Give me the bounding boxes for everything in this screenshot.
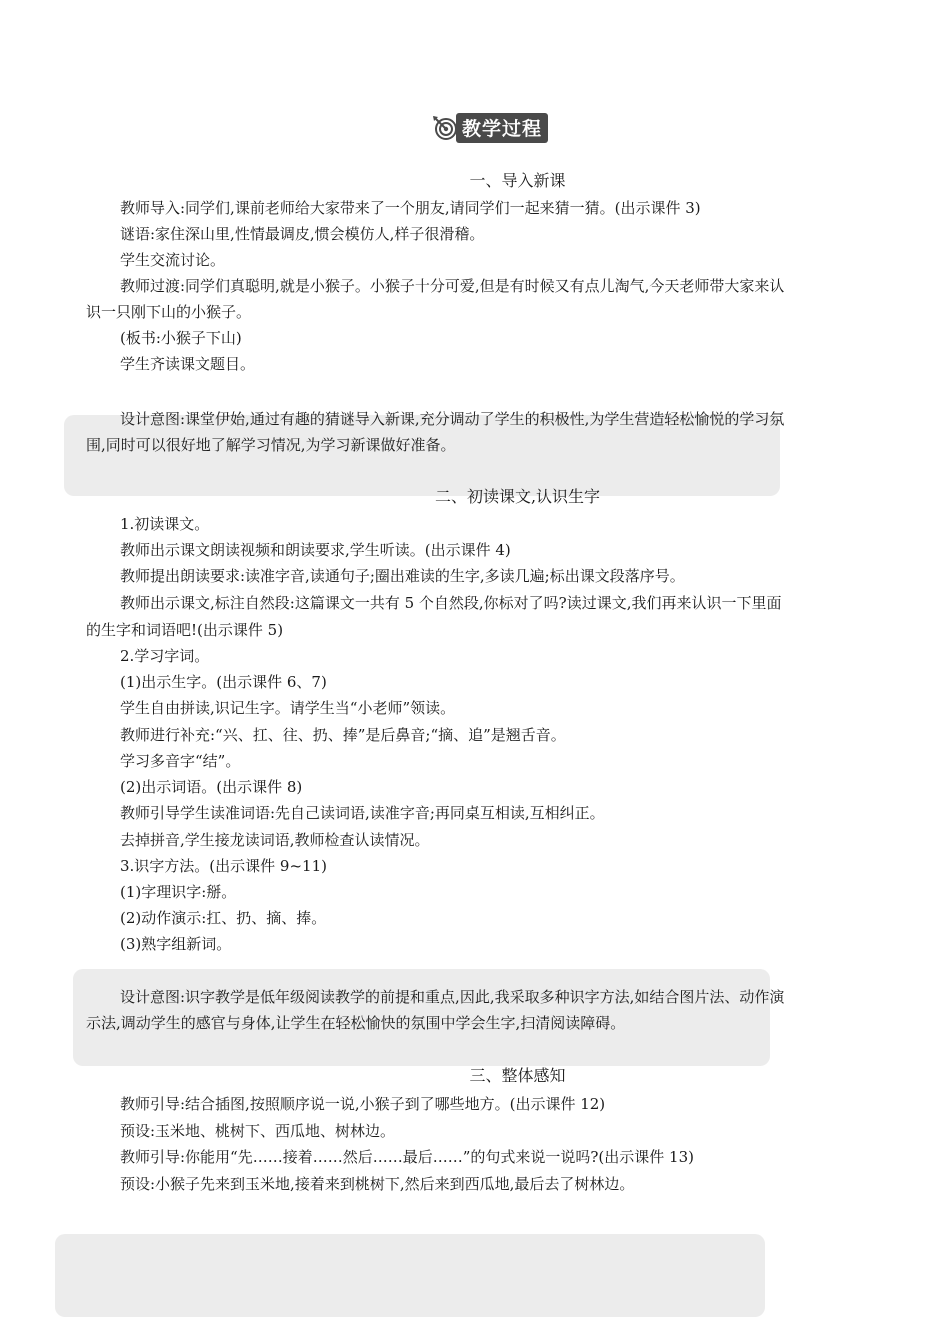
paragraph: 教师引导:结合插图,按照顺序说一说,小猴子到了哪些地方。(出示课件 12) [120, 1095, 606, 1113]
paragraph: 教师引导学生读准词语:先自己读词语,读准字音;再同桌互相读,互相纠正。 [120, 804, 605, 822]
paragraph: 识一只刚下山的小猴子。 [86, 303, 252, 321]
paragraph: 教师过渡:同学们真聪明,就是小猴子。小猴子十分可爱,但是有时候又有点儿淘气,今天老师带大家来认 [120, 277, 785, 295]
paragraph: 学习多音字“结”。 [120, 752, 241, 770]
paragraph: 3.识字方法。(出示课件 9~11) [120, 857, 327, 875]
paragraph: 1.初读课文。 [120, 515, 210, 533]
paragraph: 2.学习字词。 [120, 647, 210, 665]
paragraph: 预设:小猴子先来到玉米地,接着来到桃树下,然后来到西瓜地,最后去了树林边。 [120, 1175, 635, 1193]
paragraph: (2)动作演示:扛、扔、摘、捧。 [120, 909, 327, 927]
paragraph: 教师提出朗读要求:读准字音,读通句子;圈出难读的生字,多读几遍;标出课文段落序号。 [120, 567, 685, 585]
section-header [432, 114, 548, 142]
design-intent: 示法,调动学生的感官与身体,让学生在轻松愉快的氛围中学会生字,扫清阅读障碍。 [86, 1014, 626, 1032]
paragraph: 谜语:家住深山里,性情最调皮,惯会模仿人,样子很滑稽。 [120, 225, 485, 243]
design-intent: 设计意图:课堂伊始,通过有趣的猜谜导入新课,充分调动了学生的积极性,为学生营造轻松愉悦的学习氛 [120, 410, 785, 428]
paragraph: 学生自由拼读,识记生字。请学生当“小老师”领读。 [120, 699, 456, 717]
paragraph: 学生交流讨论。 [120, 251, 226, 269]
paragraph: 教师出示课文,标注自然段:这篇课文一共有 5 个自然段,你标对了吗?读过课文,我们再来认识一下里面 [120, 594, 782, 612]
paragraph: (1)字理识字:掰。 [120, 883, 237, 901]
paragraph: 学生齐读课文题目。 [120, 355, 256, 373]
section3-heading: 三、整体感知 [469, 1066, 566, 1085]
paragraph: 的生字和词语吧!(出示课件 5) [86, 621, 284, 639]
section2-heading: 二、初读课文,认识生字 [434, 487, 601, 506]
design-intent: 设计意图:识字教学是低年级阅读教学的前提和重点,因此,我采取多种识字方法,如结合图片法、动作演 [120, 988, 785, 1006]
target-icon [432, 115, 458, 141]
paragraph: 教师出示课文朗读视频和朗读要求,学生听读。(出示课件 4) [120, 541, 511, 559]
paragraph: (2)出示词语。(出示课件 8) [120, 778, 303, 796]
section1-heading: 一、导入新课 [469, 171, 566, 190]
paragraph: 预设:玉米地、桃树下、西瓜地、树林边。 [120, 1122, 396, 1140]
paragraph: 教师导入:同学们,课前老师给大家带来了一个朋友,请同学们一起来猜一猜。(出示课件 3) [120, 199, 701, 217]
paragraph: (3)熟字组新词。 [120, 935, 232, 953]
paragraph: (1)出示生字。(出示课件 6、7) [120, 673, 327, 691]
design-intent: 围,同时可以很好地了解学习情况,为学习新课做好准备。 [86, 436, 456, 454]
header-title: 教学过程 [456, 113, 548, 143]
paragraph: 去掉拼音,学生接龙读词语,教师检查认读情况。 [120, 831, 430, 849]
paragraph: (板书:小猴子下山) [120, 329, 242, 347]
paragraph: 教师进行补充:“兴、扛、往、扔、捧”是后鼻音;“摘、追”是翘舌音。 [120, 726, 566, 744]
paragraph: 教师引导:你能用“先……接着……然后……最后……”的句式来说一说吗?(出示课件 13) [120, 1148, 694, 1166]
empty-box-3 [55, 1234, 765, 1317]
